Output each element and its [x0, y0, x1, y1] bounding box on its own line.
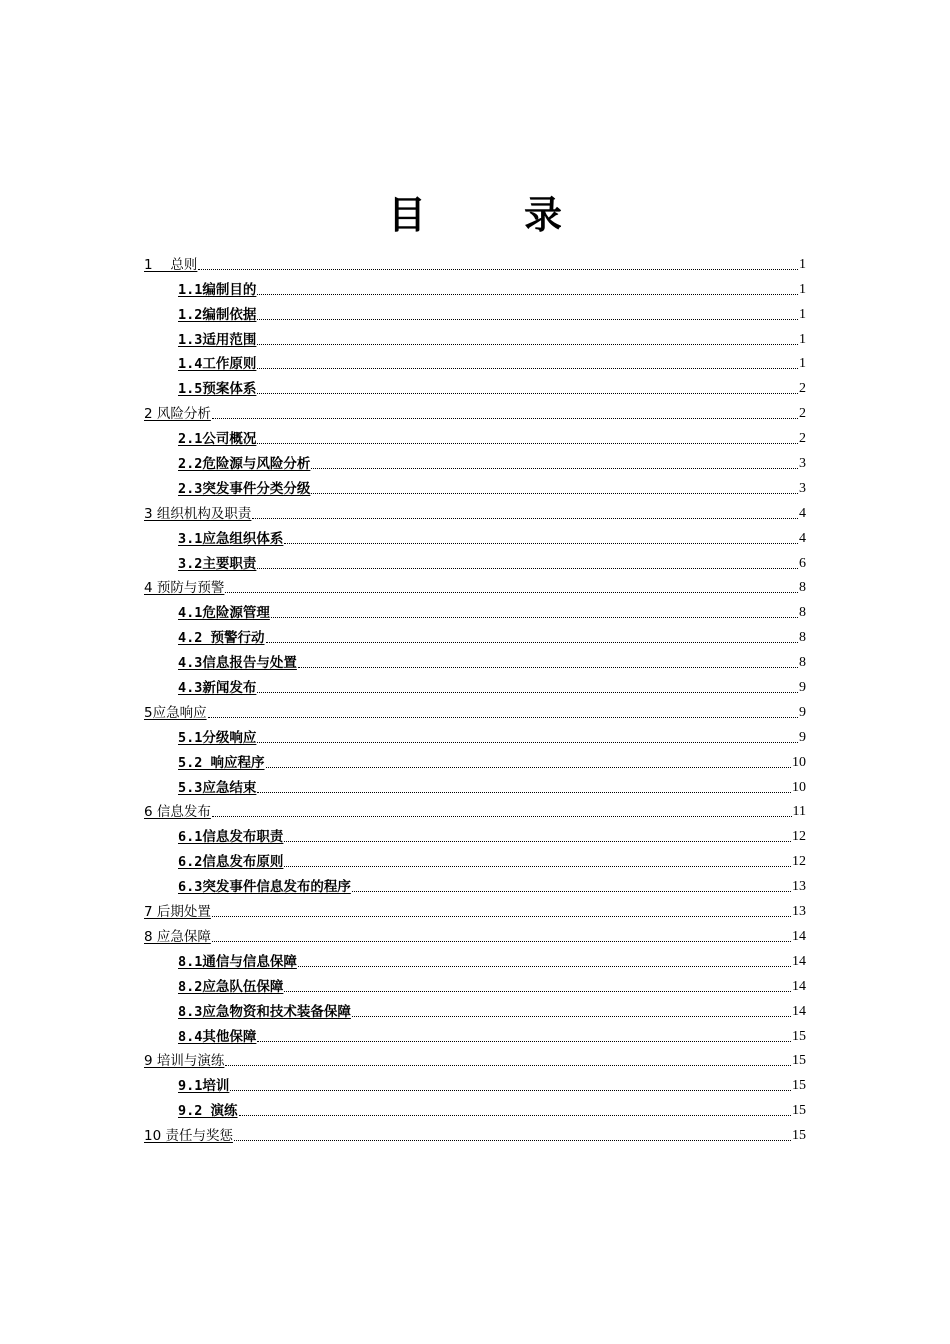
toc-section-entry[interactable] [144, 896, 806, 921]
dot-leader [311, 493, 798, 494]
toc-page-number: 2 [799, 431, 806, 447]
dot-leader [284, 543, 798, 544]
toc-entry-link[interactable]: 5.3应急结束 [178, 779, 257, 796]
dot-leader [212, 916, 791, 917]
toc-page-number: 15 [792, 1103, 806, 1119]
dot-leader [212, 418, 798, 419]
toc-page-number: 3 [799, 456, 806, 472]
toc-page-number: 11 [792, 804, 806, 820]
toc-page-number: 10 [792, 779, 806, 795]
table-of-contents [144, 249, 806, 1145]
dot-leader [257, 368, 798, 369]
toc-section-entry[interactable] [144, 921, 806, 946]
dot-leader [284, 991, 791, 992]
toc-entry-link[interactable]: 8.2应急队伍保障 [178, 978, 284, 995]
toc-entry-link[interactable]: 7 后期处置 [144, 904, 211, 921]
toc-page-number: 9 [799, 704, 806, 720]
toc-section-entry[interactable] [144, 1046, 806, 1071]
toc-subsection-entry[interactable] [144, 1095, 806, 1120]
toc-subsection-entry[interactable] [144, 299, 806, 324]
toc-entry-link[interactable]: 5应急响应 [144, 704, 207, 721]
dot-leader [284, 841, 791, 842]
toc-entry-link[interactable]: 10 责任与奖惩 [144, 1128, 233, 1145]
toc-section-entry[interactable] [144, 697, 806, 722]
toc-entry-link[interactable]: 4.3信息报告与处置 [178, 655, 297, 672]
dot-leader [352, 891, 791, 892]
toc-page-number: 8 [799, 630, 806, 646]
dot-leader [234, 1140, 791, 1141]
toc-subsection-entry[interactable] [144, 622, 806, 647]
toc-page-number: 9 [799, 729, 806, 745]
dot-leader [198, 269, 798, 270]
toc-subsection-entry[interactable] [144, 871, 806, 896]
dot-leader [311, 468, 798, 469]
toc-section-entry[interactable] [144, 797, 806, 822]
dot-leader [212, 816, 792, 817]
toc-page-number: 13 [792, 904, 806, 920]
toc-page-number: 4 [799, 530, 806, 546]
toc-subsection-entry[interactable] [144, 672, 806, 697]
toc-entry-link[interactable]: 6.2信息发布原则 [178, 854, 284, 871]
toc-subsection-entry[interactable] [144, 946, 806, 971]
toc-page-number: 9 [799, 680, 806, 696]
toc-page-number: 12 [792, 829, 806, 845]
toc-entry-link[interactable]: 2.1公司概况 [178, 431, 257, 448]
toc-subsection-entry[interactable] [144, 423, 806, 448]
toc-entry-link[interactable]: 6.1信息发布职责 [178, 829, 284, 846]
dot-leader [225, 1065, 791, 1066]
dot-leader [257, 344, 798, 345]
toc-entry-link[interactable]: 4.3新闻发布 [178, 680, 257, 697]
toc-subsection-entry[interactable] [144, 324, 806, 349]
toc-page-number: 8 [799, 655, 806, 671]
toc-subsection-entry[interactable] [144, 473, 806, 498]
toc-page-number: 14 [792, 1003, 806, 1019]
toc-entry-link[interactable]: 3.2主要职责 [178, 555, 257, 572]
toc-page-number: 15 [792, 1078, 806, 1094]
page-title: 目 录 [387, 192, 592, 237]
dot-leader [298, 667, 798, 668]
toc-entry-link[interactable]: 6 信息发布 [144, 804, 211, 821]
toc-subsection-entry[interactable] [144, 274, 806, 299]
toc-entry-link[interactable]: 1.5预案体系 [178, 381, 257, 398]
toc-entry-link[interactable]: 9.1培训 [178, 1078, 230, 1095]
dot-leader [212, 941, 791, 942]
toc-entry-link[interactable]: 1.2编制依据 [178, 306, 257, 323]
toc-entry-link[interactable]: 8 应急保障 [144, 928, 211, 945]
dot-leader [257, 792, 791, 793]
toc-page-number: 14 [792, 978, 806, 994]
toc-subsection-entry[interactable] [144, 349, 806, 374]
toc-page-number: 1 [799, 281, 806, 297]
toc-entry-link[interactable]: 4 预防与预警 [144, 580, 225, 597]
toc-subsection-entry[interactable] [144, 747, 806, 772]
toc-entry-link[interactable]: 1.4工作原则 [178, 356, 257, 373]
toc-entry-link[interactable]: 8.1通信与信息保障 [178, 953, 297, 970]
toc-page-number: 6 [799, 555, 806, 571]
toc-page-number: 1 [799, 331, 806, 347]
toc-subsection-entry[interactable] [144, 1070, 806, 1095]
toc-section-entry[interactable] [144, 498, 806, 523]
dot-leader [230, 1090, 791, 1091]
toc-section-entry[interactable] [144, 1120, 806, 1145]
toc-entry-link[interactable]: 8.4其他保障 [178, 1028, 257, 1045]
toc-page-number: 12 [792, 854, 806, 870]
toc-page-number: 8 [799, 580, 806, 596]
toc-entry-link[interactable]: 1.1编制目的 [178, 281, 257, 298]
dot-leader [257, 742, 798, 743]
toc-entry-link[interactable]: 5.2 响应程序 [178, 754, 265, 771]
dot-leader [257, 568, 798, 569]
dot-leader [257, 294, 798, 295]
toc-subsection-entry[interactable] [144, 448, 806, 473]
toc-page-number: 2 [799, 406, 806, 422]
dot-leader [298, 966, 791, 967]
toc-subsection-entry[interactable] [144, 1021, 806, 1046]
dot-leader [257, 443, 798, 444]
toc-subsection-entry[interactable] [144, 846, 806, 871]
dot-leader [266, 642, 798, 643]
dot-leader [252, 518, 798, 519]
toc-section-entry[interactable] [144, 249, 806, 274]
toc-page-number: 1 [799, 256, 806, 272]
toc-entry-link[interactable]: 2.3突发事件分类分级 [178, 480, 311, 497]
dot-leader [225, 592, 798, 593]
toc-section-entry[interactable] [144, 398, 806, 423]
dot-leader [208, 717, 798, 718]
toc-entry-link[interactable]: 9.2 演练 [178, 1103, 238, 1120]
toc-entry-link[interactable]: 1.3适用范围 [178, 331, 257, 348]
toc-page-number: 8 [799, 605, 806, 621]
dot-leader [257, 1041, 791, 1042]
toc-entry-link[interactable]: 4.1危险源管理 [178, 605, 270, 622]
toc-entry-link[interactable]: 5.1分级响应 [178, 729, 257, 746]
toc-entry-link[interactable]: 4.2 预警行动 [178, 630, 265, 647]
toc-subsection-entry[interactable] [144, 996, 806, 1021]
toc-section-entry[interactable] [144, 573, 806, 598]
dot-leader [284, 866, 791, 867]
dot-leader [266, 767, 791, 768]
toc-page-number: 10 [792, 754, 806, 770]
dot-leader [239, 1115, 791, 1116]
toc-page-number: 1 [799, 306, 806, 322]
toc-page-number: 15 [792, 1028, 806, 1044]
toc-subsection-entry[interactable] [144, 821, 806, 846]
toc-page-number: 14 [792, 928, 806, 944]
toc-subsection-entry[interactable] [144, 647, 806, 672]
toc-entry-link[interactable]: 3 组织机构及职责 [144, 505, 252, 522]
toc-entry-link[interactable]: 9 培训与演练 [144, 1053, 225, 1070]
toc-subsection-entry[interactable] [144, 548, 806, 573]
toc-entry-link[interactable]: 2 风险分析 [144, 406, 211, 423]
toc-page-number: 3 [799, 480, 806, 496]
toc-subsection-entry[interactable] [144, 772, 806, 797]
toc-entry-link[interactable]: 2.2危险源与风险分析 [178, 456, 311, 473]
toc-subsection-entry[interactable] [144, 971, 806, 996]
dot-leader [257, 319, 798, 320]
toc-entry-link[interactable]: 1 总则 [144, 256, 198, 273]
dot-leader [257, 692, 798, 693]
toc-page-number: 15 [792, 1128, 806, 1144]
toc-entry-link[interactable]: 8.3应急物资和技术装备保障 [178, 1003, 351, 1020]
toc-subsection-entry[interactable] [144, 523, 806, 548]
toc-page-number: 2 [799, 381, 806, 397]
toc-subsection-entry[interactable] [144, 722, 806, 747]
toc-page-number: 15 [792, 1053, 806, 1069]
toc-page-number: 13 [792, 879, 806, 895]
toc-page-number: 1 [799, 356, 806, 372]
dot-leader [352, 1016, 791, 1017]
toc-subsection-entry[interactable] [144, 373, 806, 398]
dot-leader [257, 393, 798, 394]
toc-entry-link[interactable]: 6.3突发事件信息发布的程序 [178, 879, 351, 896]
toc-subsection-entry[interactable] [144, 597, 806, 622]
toc-entry-link[interactable]: 3.1应急组织体系 [178, 530, 284, 547]
dot-leader [271, 617, 798, 618]
toc-page-number: 4 [799, 505, 806, 521]
toc-page-number: 14 [792, 953, 806, 969]
